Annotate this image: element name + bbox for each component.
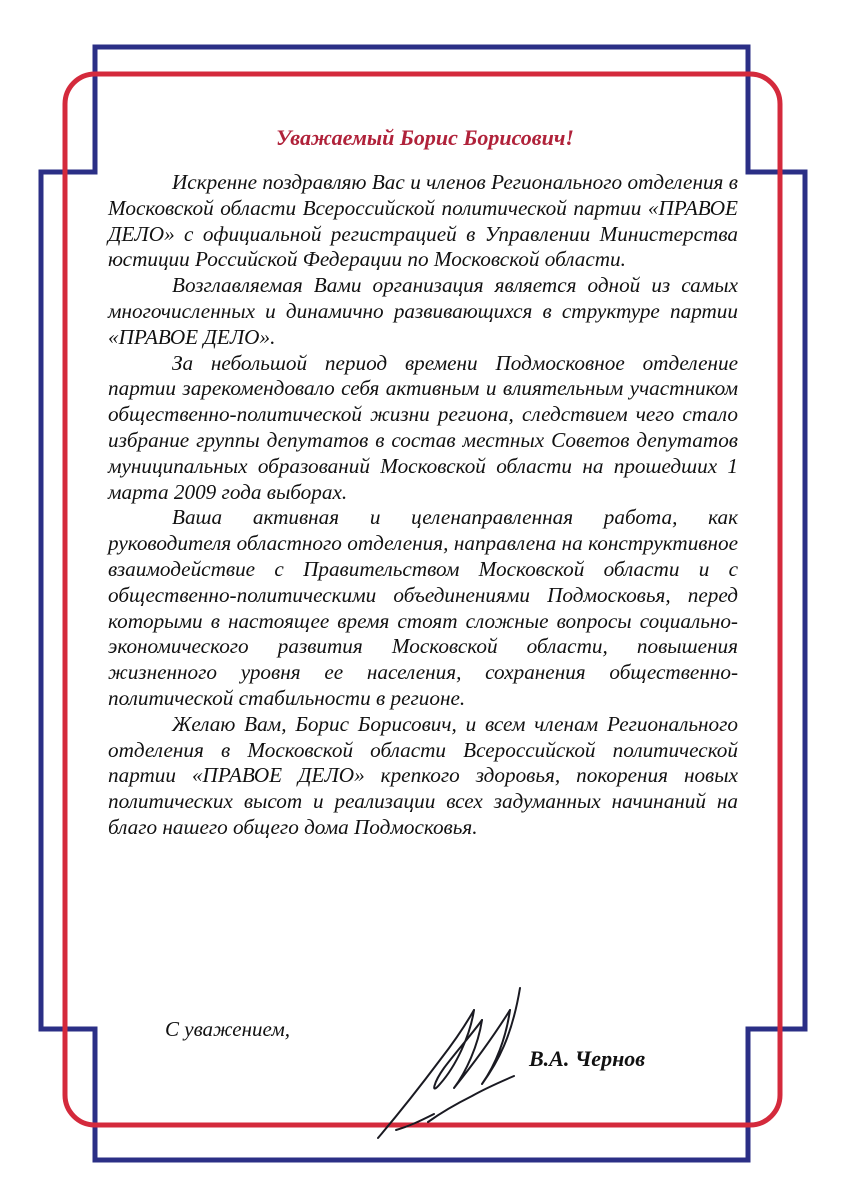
- paragraph-organization: Возглавляемая Вами организация является одной из самых многочисленных и динамично развивающихся в структуре партии «ПРАВОЕ ДЕЛО».: [108, 273, 738, 349]
- paragraph-achievements: За небольшой период времени Подмосковное отделение партии зарекомендовало себя активным и влиятельным участником общественно-политической жизни региона, следствием чего стало избрание группы депутатов в состав местных Советов депутатов муниципальных образований Московской области на прошедших 1 марта 2009 года выборах.: [108, 350, 738, 504]
- salutation: Уважаемый Борис Борисович!: [276, 125, 574, 150]
- handwritten-signature: [370, 980, 540, 1145]
- paragraph-congratulation: Искренне поздравляю Вас и членов Регионального отделения в Московской области Всероссийской политической партии «ПРАВОЕ ДЕЛО» с официальной регистрацией в Управлении Министерства юстиции Российской Федерации по Московской области.: [108, 170, 738, 272]
- letter-body: [108, 170, 738, 841]
- paragraph-wishes: Желаю Вам, Борис Борисович, и всем членам Регионального отделения в Московской области Всероссийской политической партии «ПРАВОЕ ДЕЛО» крепкого здоровья, покорения новых политических высот и реализации всех задуманных начинаний на благо нашего общего дома Подмосковья.: [108, 711, 738, 839]
- closing-phrase: С уважением,: [165, 1017, 290, 1041]
- paragraph-work: Ваша активная и целенаправленная работа, как руководителя областного отделения, направлена на конструктивное взаимодействие с Правительством Московской области и с общественно-политическими объединениями Подмосковья, перед которыми в настоящее время стоят сложные вопросы социально-экономического развития Московской области, повышения жизненного уровня ее населения, сохранения общественно-политической стабильности в регионе.: [108, 505, 738, 710]
- signer-name: В.А. Чернов: [529, 1046, 646, 1071]
